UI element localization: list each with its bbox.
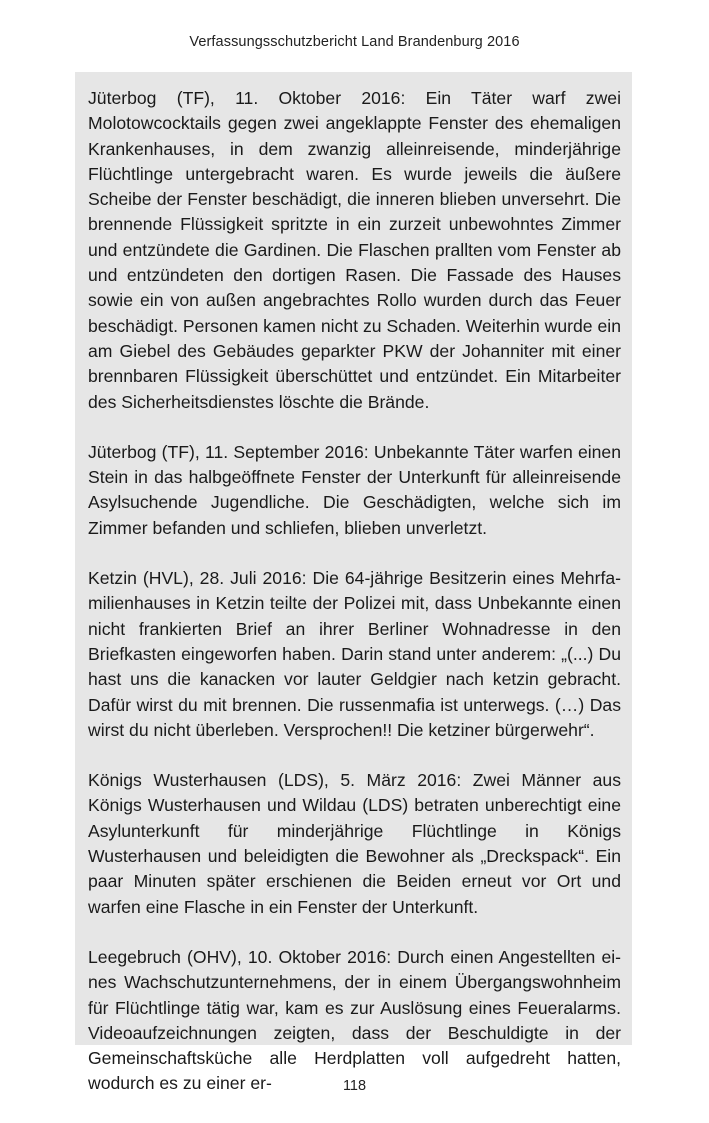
- incident-entry-ketzin: Ketzin (HVL), 28. Juli 2016: Die 64-jährige Besitzerin eines Mehrfamilienhauses in Ketzin teilte der Polizei mit, dass Unbekannte einen nicht frankierten Brief an ihrer Berliner Wohnadresse in den Briefkasten eingeworfen haben. Darin stand unter anderem: „(...) Du hast uns die kanacken vor lauter Geldgier nach ketzin gebracht. Dafür wirst du mit brennen. Die russenmafia ist unterwegs. (…) Das wirst du nicht überleben. Versprochen!! Die ketziner bürgerwehr“.: [88, 568, 621, 740]
- incident-entry-jueterbog-september: Jüterbog (TF), 11. September 2016: Unbekannte Täter warfen einen Stein in das halbgeöffnete Fenster der Unterkunft für alleinreisende Asylsuchende Jugendliche. Die Geschädigten, welche sich im Zimmer befanden und schliefen, blieben unverletzt.: [88, 441, 621, 538]
- running-header: Verfassungsschutzbericht Land Brandenburg 2016: [189, 34, 520, 50]
- incident-list: [88, 86, 621, 1122]
- incident-entry-jueterbog-oktober: Jüterbog (TF), 11. Oktober 2016: Ein Täter warf zwei Molotowcocktails gegen zwei angeklappte Fenster des ehemaligen Krankenhauses, in dem zwanzig alleinreisende, minderjährige Flüchtlinge untergebracht waren. Es wurde jeweils die äußere Scheibe der Fenster beschädigt, die inneren blieben unversehrt. Die brennende Flüssigkeit spritzte in ein zurzeit unbewohntes Zimmer und entzündete die Gardinen. Die Flaschen prallten vom Fenster ab und entzündeten den dortigen Rasen. Die Fassade des Hauses sowie ein von außen angebrachtes Rollo wurden durch das Feuer beschädigt. Personen kamen nicht zu Schaden. Weiterhin wurde ein am Giebel des Gebäudes geparkter PKW der Johanniter mit einer brennbaren Flüssigkeit überschüttet und entzündet. Ein Mitarbeiter des Sicherheitsdienstes löschte die Brände.: [88, 88, 621, 412]
- incident-entry-leegebruch: Leegebruch (OHV), 10. Oktober 2016: Durch einen Angestellten eines Wachschutzunternehmens, der in einem Übergangswohnheim für Flüchtlinge tätig war, kam es zur Auslösung eines Feueralarms. Videoaufzeichnungen zeigten, dass der Beschuldigte in der Gemeinschaftsküche alle Herdplatten voll aufgedreht hatten, wodurch es zu einer er-: [88, 946, 621, 1094]
- incident-entry-koenigs-wusterhausen: Königs Wusterhausen (LDS), 5. März 2016: Zwei Männer aus Königs Wusterhausen und Wildau (LDS) betraten unberechtigt eine Asylunterkunft für minderjährige Flüchtlinge in Königs Wusterhausen und beleidigten die Bewohner als „Dreckspack“. Ein paar Minuten später erschienen die Beiden erneut vor Ort und warfen eine Flasche in ein Fenster der Unterkunft.: [88, 770, 621, 917]
- page-number: 118: [342, 1078, 367, 1094]
